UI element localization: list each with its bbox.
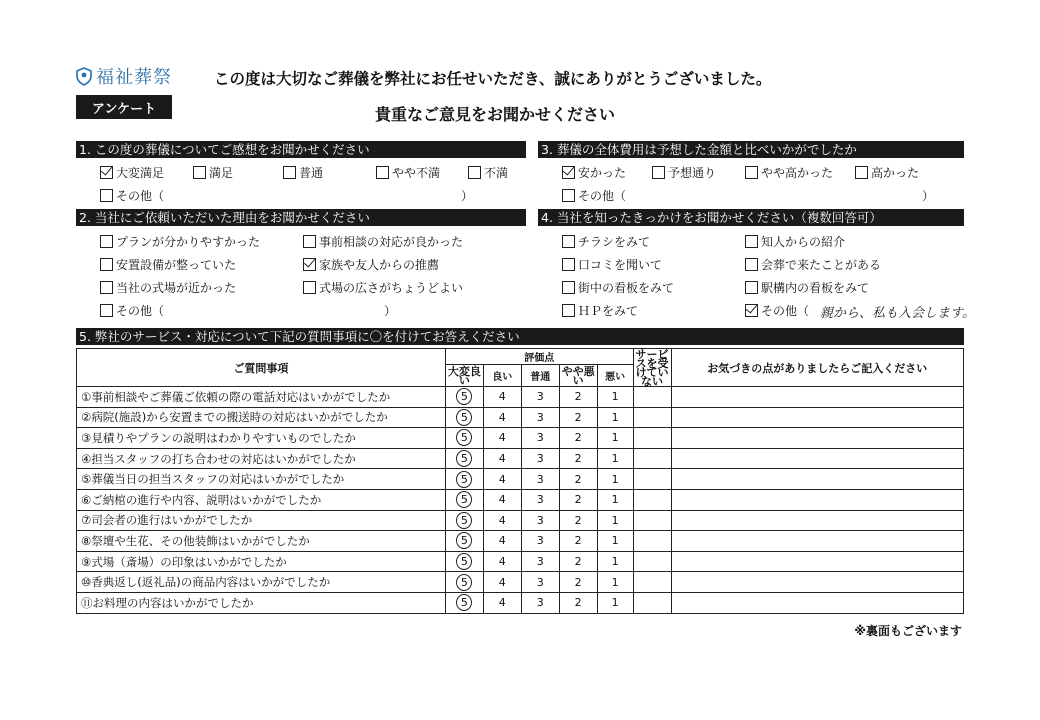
checkbox[interactable]: [376, 166, 389, 179]
score-value: 4: [498, 390, 506, 404]
question-number: ⑩: [81, 575, 92, 590]
question-cell: [77, 531, 446, 552]
na-cell[interactable]: [633, 489, 671, 510]
q4-option-6[interactable]: [562, 302, 638, 318]
q1-option-other[interactable]: [100, 187, 164, 203]
question-text: 病院(施設)から安置までの搬送時の対応はいかがでしたか: [91, 410, 388, 425]
col-na-header: サービスを受けていない: [633, 349, 671, 387]
checkbox[interactable]: [562, 189, 575, 202]
score-value: 4: [498, 431, 506, 445]
question-text: 葬儀当日の担当スタッフの対応はいかがでしたか: [91, 472, 345, 487]
option-label: その他（: [116, 303, 165, 318]
na-cell[interactable]: [633, 387, 671, 408]
score-value: 1: [611, 431, 619, 445]
question-number: ⑧: [81, 533, 92, 548]
checkbox[interactable]: [562, 235, 575, 248]
table-row: [77, 387, 964, 408]
score-value: 3: [536, 410, 544, 424]
na-cell[interactable]: [633, 551, 671, 572]
score-value: 1: [611, 555, 619, 569]
selected-score: 5: [456, 388, 472, 405]
option-label: 街中の看板をみて: [578, 280, 675, 295]
score-cell-3[interactable]: [521, 428, 559, 449]
question-number: ①: [81, 389, 92, 404]
na-cell[interactable]: [633, 572, 671, 593]
score-cell-1[interactable]: [597, 469, 633, 490]
checkbox[interactable]: [562, 166, 575, 179]
checkbox[interactable]: [100, 166, 113, 179]
score-value: 2: [574, 472, 582, 486]
q1-option-2[interactable]: [283, 164, 323, 180]
col-3-header: 普通: [521, 365, 559, 387]
score-cell-2[interactable]: [559, 407, 597, 428]
option-label: 知人からの紹介: [761, 234, 846, 249]
q4-option-0[interactable]: [562, 233, 650, 249]
selected-score: 5: [456, 429, 472, 446]
question-text: 事前相談やご葬儀ご依頼の際の電話対応はいかがでしたか: [91, 389, 391, 404]
question-number: ⑤: [81, 472, 92, 487]
checkbox[interactable]: [562, 281, 575, 294]
option-label: チラシをみて: [578, 234, 651, 249]
score-value: 3: [536, 555, 544, 569]
selected-score: 5: [456, 574, 472, 591]
question-cell: [77, 469, 446, 490]
score-cell-5[interactable]: [445, 592, 483, 613]
table-row: [77, 448, 964, 469]
q2-option-other[interactable]: [100, 302, 164, 318]
question-number: ④: [81, 451, 92, 466]
table-row: [77, 510, 964, 531]
table-row: [77, 407, 964, 428]
question-number: ⑦: [81, 513, 92, 528]
comment-cell[interactable]: [671, 387, 963, 408]
score-value: 2: [574, 513, 582, 527]
score-cell-1[interactable]: [597, 510, 633, 531]
table-row: [77, 489, 964, 510]
q2-option-3[interactable]: [303, 256, 439, 272]
option-label: 予想通り: [668, 165, 717, 180]
score-value: 3: [536, 472, 544, 486]
option-label: ＨＰをみて: [578, 303, 639, 318]
option-label: 高かった: [871, 165, 920, 180]
score-value: 3: [536, 575, 544, 589]
score-value: 3: [536, 596, 544, 610]
option-label: やや高かった: [761, 165, 834, 180]
selected-score: 5: [456, 553, 472, 570]
checkbox[interactable]: [303, 281, 316, 294]
comment-cell[interactable]: [671, 551, 963, 572]
question-number: ③: [81, 430, 92, 445]
score-cell-2[interactable]: [559, 572, 597, 593]
score-cell-4[interactable]: [483, 531, 521, 552]
table-row: [77, 592, 964, 613]
selected-score: 5: [456, 491, 472, 508]
score-cell-4[interactable]: [483, 489, 521, 510]
option-label: 普通: [299, 165, 324, 180]
checkbox[interactable]: [303, 258, 316, 271]
option-label: 口コミを聞いて: [578, 257, 663, 272]
score-cell-1[interactable]: [597, 428, 633, 449]
score-cell-2[interactable]: [559, 387, 597, 408]
option-label: その他（: [116, 188, 165, 203]
score-value: 3: [536, 493, 544, 507]
score-value: 1: [611, 575, 619, 589]
q1-option-1[interactable]: [193, 164, 233, 180]
checkbox[interactable]: [193, 166, 206, 179]
checkbox[interactable]: [100, 189, 113, 202]
score-cell-2[interactable]: [559, 489, 597, 510]
score-cell-4[interactable]: [483, 387, 521, 408]
question-text: 司会者の進行はいかがでしたか: [91, 513, 253, 528]
q2-option-4[interactable]: [100, 279, 236, 295]
score-value: 4: [498, 575, 506, 589]
q1-option-0[interactable]: [100, 164, 164, 180]
score-cell-2[interactable]: [559, 551, 597, 572]
question-cell: [77, 448, 446, 469]
col-question-header: ご質問事項: [77, 349, 446, 387]
col-2-header: やや悪い: [559, 365, 597, 387]
section-3-heading: 3. 葬儀の全体費用は予想した金額と比べいかがでしたか: [538, 141, 964, 158]
score-cell-1[interactable]: [597, 489, 633, 510]
section-1-heading: 1. この度の葬儀についてご感想をお聞かせください: [76, 141, 526, 158]
comment-cell[interactable]: [671, 510, 963, 531]
question-cell: [77, 592, 446, 613]
score-value: 2: [574, 493, 582, 507]
selected-score: 5: [456, 471, 472, 488]
question-cell: [77, 428, 446, 449]
comment-cell[interactable]: [671, 572, 963, 593]
q1-option-3[interactable]: [376, 164, 440, 180]
page-title: この度は大切なご葬儀を弊社にお任せいただき、誠にありがとうございました。: [214, 70, 772, 88]
option-label: 式場の広さがちょうどよい: [319, 280, 464, 295]
option-label: プランが分かりやすかった: [116, 234, 261, 249]
section-5-heading: 5. 弊社のサービス・対応について下記の質問事項に〇を付けてお答えください: [76, 328, 964, 345]
na-cell[interactable]: [633, 428, 671, 449]
rating-table: [76, 348, 964, 614]
score-cell-4[interactable]: [483, 510, 521, 531]
checkbox[interactable]: [100, 258, 113, 271]
comment-cell[interactable]: [671, 407, 963, 428]
score-value: 2: [574, 534, 582, 548]
table-row: [77, 572, 964, 593]
score-cell-4[interactable]: [483, 428, 521, 449]
option-label: その他（: [761, 303, 810, 318]
q2-other-close: ）: [384, 304, 397, 318]
score-value: 3: [536, 452, 544, 466]
col-1-header: 悪い: [597, 365, 633, 387]
option-label: 駅構内の看板をみて: [761, 280, 870, 295]
option-label: 安置設備が整っていた: [116, 257, 237, 272]
score-value: 2: [574, 390, 582, 404]
company-logo: [76, 64, 172, 88]
score-value: 2: [574, 410, 582, 424]
score-cell-1[interactable]: [597, 531, 633, 552]
question-cell: [77, 407, 446, 428]
score-value: 1: [611, 472, 619, 486]
page-subtitle: 貴重なご意見をお聞かせください: [375, 105, 616, 124]
score-cell-2[interactable]: [559, 469, 597, 490]
table-row: [77, 428, 964, 449]
question-cell: [77, 510, 446, 531]
q3-option-0[interactable]: [562, 164, 626, 180]
score-value: 3: [536, 390, 544, 404]
q4-option-4[interactable]: [562, 279, 674, 295]
score-value: 4: [498, 493, 506, 507]
score-value: 4: [498, 596, 506, 610]
question-text: ご納棺の進行や内容、説明はいかがでしたか: [91, 492, 322, 507]
col-4-header: 良い: [483, 365, 521, 387]
checkbox[interactable]: [468, 166, 481, 179]
q3-option-1[interactable]: [652, 164, 716, 180]
score-cell-2[interactable]: [559, 592, 597, 613]
handwritten-comment: 親から、私も入会します。: [820, 306, 975, 321]
score-value: 2: [574, 596, 582, 610]
score-cell-1[interactable]: [597, 387, 633, 408]
option-label: 大変満足: [116, 165, 165, 180]
question-number: ②: [81, 410, 92, 425]
score-value: 2: [574, 575, 582, 589]
score-value: 3: [536, 534, 544, 548]
comment-cell[interactable]: [671, 489, 963, 510]
question-cell: [77, 387, 446, 408]
question-number: ⑪: [81, 595, 93, 610]
option-label: 家族や友人からの推薦: [319, 257, 440, 272]
comment-cell[interactable]: [671, 469, 963, 490]
option-label: 安かった: [578, 165, 627, 180]
col-comment-header: お気づきの点がありましたらご記入ください: [671, 349, 963, 387]
score-value: 3: [536, 431, 544, 445]
score-value: 4: [498, 452, 506, 466]
table-row: [77, 531, 964, 552]
question-text: 祭壇や生花、その他装飾はいかがでしたか: [91, 533, 310, 548]
section-4-heading: 4. 当社を知ったきっかけをお聞かせください（複数回答可）: [538, 209, 964, 226]
checkbox[interactable]: [100, 304, 113, 317]
score-cell-1[interactable]: [597, 407, 633, 428]
checkbox[interactable]: [562, 258, 575, 271]
option-label: 会葬で来たことがある: [761, 257, 882, 272]
checkbox[interactable]: [652, 166, 665, 179]
na-cell[interactable]: [633, 407, 671, 428]
checkbox[interactable]: [745, 304, 758, 317]
score-cell-3[interactable]: [521, 489, 559, 510]
checkbox[interactable]: [855, 166, 868, 179]
score-cell-5[interactable]: [445, 469, 483, 490]
score-cell-3[interactable]: [521, 551, 559, 572]
checkbox[interactable]: [745, 166, 758, 179]
q1-option-4[interactable]: [468, 164, 508, 180]
q3-option-other[interactable]: [562, 187, 626, 203]
selected-score: 5: [456, 450, 472, 467]
logo-text: 福祉葬祭: [96, 67, 172, 88]
score-cell-3[interactable]: [521, 387, 559, 408]
q2-option-0[interactable]: [100, 233, 260, 249]
selected-score: 5: [456, 594, 472, 611]
score-cell-4[interactable]: [483, 448, 521, 469]
section-2-heading: 2. 当社にご依頼いただいた理由をお聞かせください: [76, 209, 526, 226]
q2-option-2[interactable]: [100, 256, 236, 272]
score-cell-4[interactable]: [483, 592, 521, 613]
na-cell[interactable]: [633, 510, 671, 531]
score-value: 4: [498, 513, 506, 527]
question-number: ⑨: [81, 554, 92, 569]
score-cell-5[interactable]: [445, 572, 483, 593]
question-text: 見積りやプランの説明はわかりやすいものでしたか: [91, 430, 356, 445]
checkbox[interactable]: [100, 235, 113, 248]
score-value: 1: [611, 390, 619, 404]
score-value: 4: [498, 555, 506, 569]
score-cell-3[interactable]: [521, 510, 559, 531]
score-cell-2[interactable]: [559, 428, 597, 449]
col-rating-header: 評価点: [445, 349, 633, 365]
score-value: 2: [574, 431, 582, 445]
score-cell-2[interactable]: [559, 531, 597, 552]
q3-option-3[interactable]: [855, 164, 919, 180]
score-cell-5[interactable]: [445, 531, 483, 552]
score-cell-3[interactable]: [521, 469, 559, 490]
question-text: 式場（斎場）の印象はいかがでしたか: [91, 554, 287, 569]
q4-option-5[interactable]: [745, 279, 869, 295]
q4-option-3[interactable]: [745, 256, 881, 272]
table-row: [77, 551, 964, 572]
q2-option-1[interactable]: [303, 233, 463, 249]
score-value: 1: [611, 534, 619, 548]
score-value: 1: [611, 596, 619, 610]
score-value: 4: [498, 472, 506, 486]
score-cell-3[interactable]: [521, 572, 559, 593]
score-cell-5[interactable]: [445, 448, 483, 469]
option-label: 不満: [484, 165, 509, 180]
na-cell[interactable]: [633, 469, 671, 490]
option-label: その他（: [578, 188, 627, 203]
selected-score: 5: [456, 512, 472, 529]
comment-cell[interactable]: [671, 592, 963, 613]
score-cell-4[interactable]: [483, 572, 521, 593]
score-cell-1[interactable]: [597, 572, 633, 593]
score-cell-4[interactable]: [483, 407, 521, 428]
score-cell-5[interactable]: [445, 551, 483, 572]
score-value: 4: [498, 410, 506, 424]
question-cell: [77, 572, 446, 593]
checkbox[interactable]: [745, 258, 758, 271]
score-cell-3[interactable]: [521, 531, 559, 552]
checkbox[interactable]: [745, 235, 758, 248]
score-cell-4[interactable]: [483, 469, 521, 490]
question-text: 香典返し(返礼品)の商品内容はいかがでしたか: [91, 575, 331, 590]
score-cell-1[interactable]: [597, 551, 633, 572]
comment-cell[interactable]: [671, 448, 963, 469]
comment-cell[interactable]: [671, 531, 963, 552]
score-cell-1[interactable]: [597, 592, 633, 613]
na-cell[interactable]: [633, 448, 671, 469]
table-row: [77, 469, 964, 490]
question-cell: [77, 551, 446, 572]
score-cell-5[interactable]: [445, 489, 483, 510]
score-cell-2[interactable]: [559, 510, 597, 531]
score-cell-3[interactable]: [521, 407, 559, 428]
na-cell[interactable]: [633, 592, 671, 613]
checkbox[interactable]: [283, 166, 296, 179]
score-cell-5[interactable]: [445, 428, 483, 449]
score-cell-2[interactable]: [559, 448, 597, 469]
option-label: やや不満: [392, 165, 441, 180]
score-value: 2: [574, 452, 582, 466]
question-text: 担当スタッフの打ち合わせの対応はいかがでしたか: [91, 451, 356, 466]
score-cell-3[interactable]: [521, 448, 559, 469]
col-5-header: 大変良い: [445, 365, 483, 387]
score-value: 1: [611, 410, 619, 424]
question-number: ⑥: [81, 492, 92, 507]
survey-badge: アンケート: [76, 95, 172, 119]
q3-other-close: ）: [922, 189, 935, 203]
score-value: 3: [536, 513, 544, 527]
question-text: お料理の内容はいかがでしたか: [92, 595, 254, 610]
score-value: 4: [498, 534, 506, 548]
score-value: 2: [574, 555, 582, 569]
checkbox[interactable]: [562, 304, 575, 317]
score-cell-5[interactable]: [445, 387, 483, 408]
question-cell: [77, 489, 446, 510]
score-cell-3[interactable]: [521, 592, 559, 613]
score-value: 1: [611, 452, 619, 466]
score-value: 1: [611, 513, 619, 527]
q2-option-5[interactable]: [303, 279, 463, 295]
q4-option-1[interactable]: [745, 233, 845, 249]
checkbox[interactable]: [303, 235, 316, 248]
q4-option-2[interactable]: [562, 256, 662, 272]
shield-icon: [76, 67, 92, 86]
q4-option-other[interactable]: [745, 302, 809, 318]
na-cell[interactable]: [633, 531, 671, 552]
q1-other-close: ）: [461, 189, 474, 203]
comment-cell[interactable]: [671, 428, 963, 449]
option-label: 当社の式場が近かった: [116, 280, 237, 295]
score-cell-5[interactable]: [445, 510, 483, 531]
score-cell-5[interactable]: [445, 407, 483, 428]
checkbox[interactable]: [100, 281, 113, 294]
score-cell-4[interactable]: [483, 551, 521, 572]
selected-score: 5: [456, 409, 472, 426]
score-cell-1[interactable]: [597, 448, 633, 469]
q3-option-2[interactable]: [745, 164, 833, 180]
score-value: 1: [611, 493, 619, 507]
footer-note: ※裏面もございます: [854, 624, 962, 638]
option-label: 満足: [209, 165, 234, 180]
option-label: 事前相談の対応が良かった: [319, 234, 464, 249]
checkbox[interactable]: [745, 281, 758, 294]
selected-score: 5: [456, 532, 472, 549]
